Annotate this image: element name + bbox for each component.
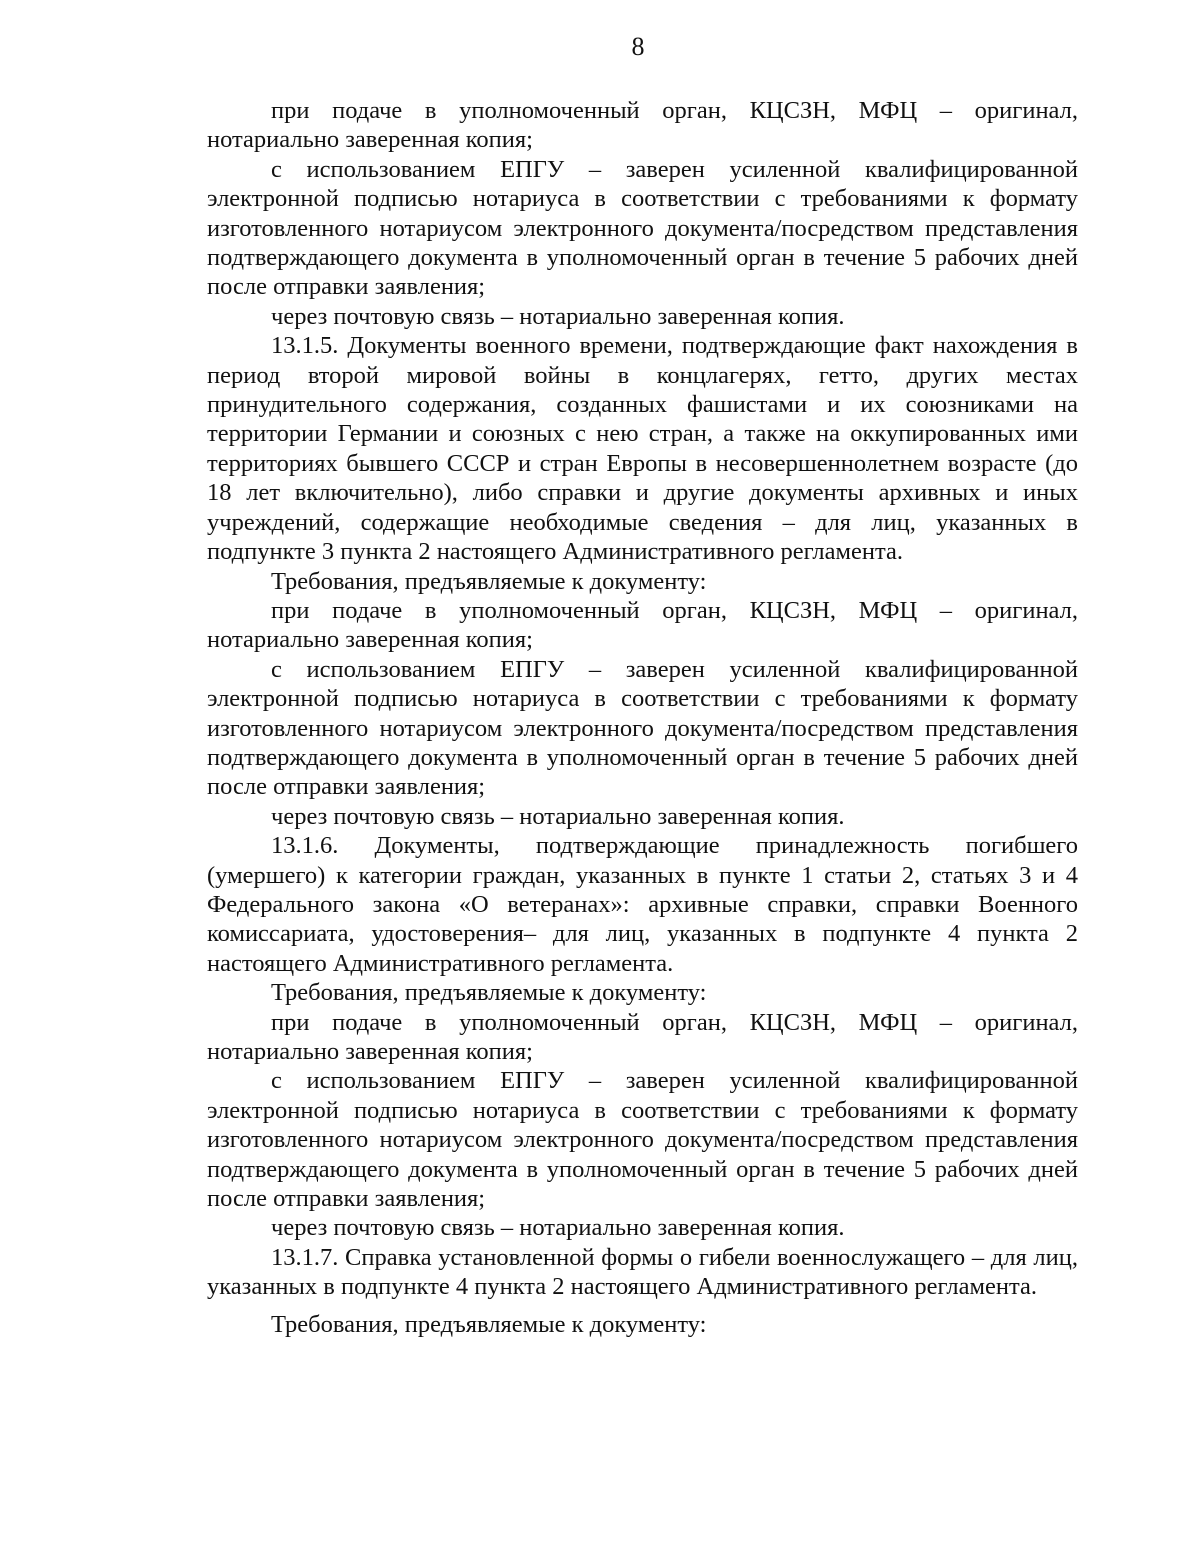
paragraph-requirements-heading: Требования, предъявляемые к документу:	[271, 567, 707, 595]
paragraph-submission-in-person: при подаче в уполномоченный орган, КЦСЗН, МФЦ – оригинал, нотариально заверенная копия;	[207, 1008, 1078, 1065]
paragraph-submission-epgu: с использованием ЕПГУ – заверен усиленной квалифицированной электронной подписью нотариуса в соответствии с требованиями к формату изготовленного нотариусом электронного документа/посредством представления подтверждающего документа в уполномоченный орган в течение 5 рабочих дней после отправки заявления;	[207, 1067, 1078, 1213]
paragraph-submission-post: через почтовую связь – нотариально заверенная копия.	[271, 802, 845, 830]
paragraph-13-1-5: 13.1.5. Документы военного времени, подтверждающие факт нахождения в период второй мировой войны в концлагерях, гетто, других местах принудительного содержания, созданных фашистами и их союзниками на территории Германии и союзных с нею стран, а также на оккупированных ими территориях бывшего СССР и стран Европы в несовершеннолетнем возрасте (до 18 лет включительно), либо справки и другие документы архивных и иных учреждений, содержащие необходимые сведения – для лиц, указанных в подпункте 3 пункта 2 настоящего Административного регламента.	[207, 332, 1078, 566]
paragraph-submission-epgu: с использованием ЕПГУ – заверен усиленной квалифицированной электронной подписью нотариуса в соответствии с требованиями к формату изготовленного нотариусом электронного документа/посредством представления подтверждающего документа в уполномоченный орган в течение 5 рабочих дней после отправки заявления;	[207, 655, 1078, 801]
document-body	[207, 96, 1078, 1339]
paragraph-requirements-heading: Требования, предъявляемые к документу:	[271, 1310, 707, 1338]
paragraph-submission-post: через почтовую связь – нотариально заверенная копия.	[271, 1214, 845, 1242]
paragraph-submission-epgu: с использованием ЕПГУ – заверен усиленной квалифицированной электронной подписью нотариуса в соответствии с требованиями к формату изготовленного нотариусом электронного документа/посредством представления подтверждающего документа в уполномоченный орган в течение 5 рабочих дней после отправки заявления;	[207, 155, 1078, 301]
paragraph-submission-in-person: при подаче в уполномоченный орган, КЦСЗН, МФЦ – оригинал, нотариально заверенная копия;	[207, 97, 1078, 154]
paragraph-submission-in-person: при подаче в уполномоченный орган, КЦСЗН, МФЦ – оригинал, нотариально заверенная копия;	[207, 596, 1078, 654]
paragraph-13-1-7: 13.1.7. Справка установленной формы о гибели военнослужащего – для лиц, указанных в подпункте 4 пункта 2 настоящего Административного регламента.	[207, 1243, 1078, 1301]
page-number: 8	[631, 32, 645, 61]
paragraph-requirements-heading: Требования, предъявляемые к документу:	[271, 979, 707, 1007]
paragraph-submission-post: через почтовую связь – нотариально заверенная копия.	[271, 302, 845, 330]
paragraph-13-1-6: 13.1.6. Документы, подтверждающие принадлежность погибшего (умершего) к категории граждан, указанных в пункте 1 статьи 2, статьях 3 и 4 Федерального закона «О ветеранах»: архивные справки, справки Военного комиссариата, удостоверения– для лиц, указанных в подпункте 4 пункта 2 настоящего Административного регламента.	[207, 832, 1078, 977]
